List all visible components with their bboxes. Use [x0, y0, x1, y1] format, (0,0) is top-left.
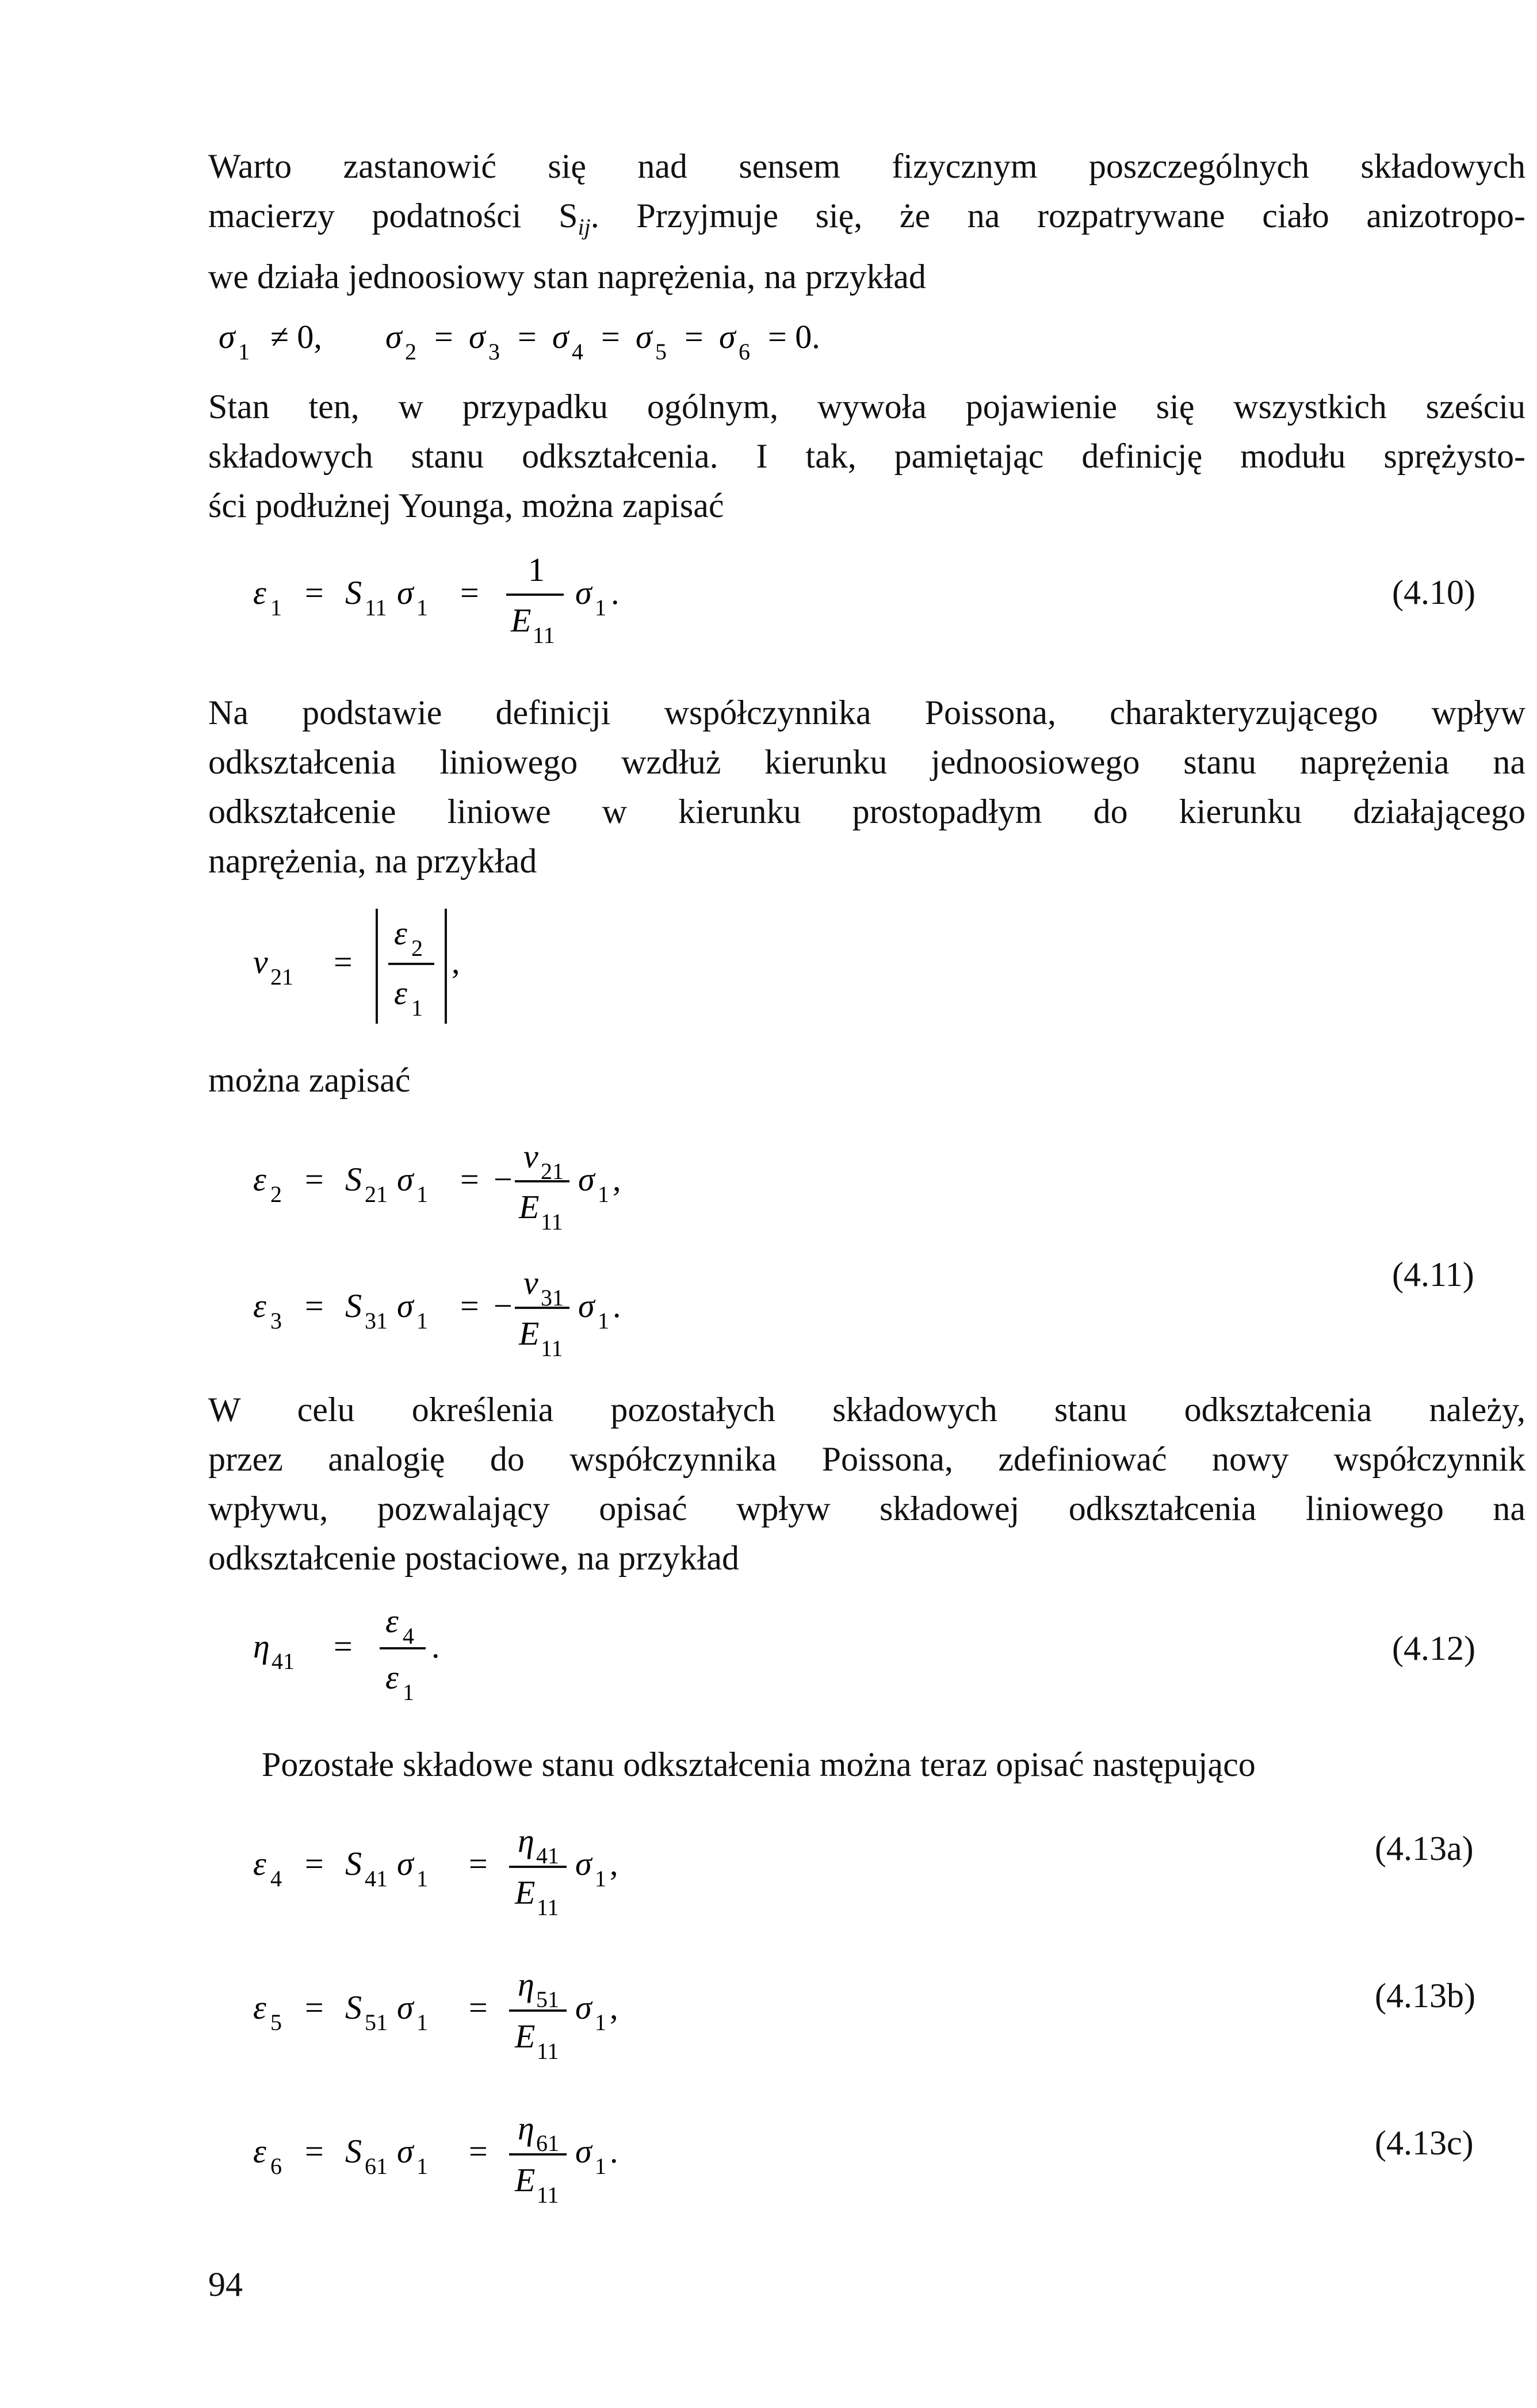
- epsilon-symbol: ε: [253, 1287, 266, 1324]
- epsilon-symbol: ε: [253, 1989, 266, 2026]
- equation-label: (4.13c): [1375, 2124, 1474, 2162]
- compliance-symbol: S: [345, 1989, 362, 2026]
- subscript: 1: [416, 1866, 428, 1892]
- equation-4-13a: [253, 1812, 771, 1927]
- subscript: 31: [365, 1308, 388, 1334]
- fraction-numerator: ε: [385, 1602, 399, 1640]
- not-equal-zero: ≠ 0,: [270, 318, 322, 355]
- equals-sign: =: [469, 2133, 488, 2170]
- fraction-denominator: ε: [394, 974, 407, 1012]
- fraction-numerator: η: [518, 2110, 534, 2147]
- sigma-symbol: σ: [219, 318, 235, 355]
- equation-label: (4.12): [1392, 1629, 1475, 1667]
- text-line: Warto zastanowić się nad sensem fizycznym poszczególnych składowych: [208, 147, 1525, 185]
- equals-sign: =: [469, 1989, 488, 2026]
- text-line: Na podstawie definicji współczynnika Poissona, charakteryzującego wpływ: [208, 694, 1525, 732]
- page-number: 94: [208, 2265, 243, 2303]
- subscript: 1: [416, 2009, 428, 2035]
- equation-4-13c: [253, 2099, 771, 2214]
- sigma-symbol: σ: [578, 1287, 595, 1324]
- sigma-symbol: σ: [397, 1161, 414, 1198]
- equals-sign: =: [601, 318, 620, 355]
- sigma-symbol: σ: [385, 318, 402, 355]
- subscript: 2: [411, 935, 423, 961]
- subscript: 1: [411, 995, 423, 1021]
- sigma-symbol: σ: [575, 574, 592, 611]
- equation-label: (4.10): [1392, 573, 1475, 611]
- sigma-symbol: σ: [397, 2133, 414, 2170]
- equation-label: (4.13b): [1375, 1977, 1475, 2015]
- equals-sign: =: [434, 318, 453, 355]
- equation-4-11: [253, 1121, 771, 1363]
- equals-sign: =: [460, 1287, 479, 1324]
- fraction-numerator: η: [518, 1966, 534, 2003]
- subscript: ij: [578, 214, 591, 240]
- punctuation: ,: [610, 1845, 618, 1882]
- subscript: 1: [403, 1679, 414, 1705]
- text-line: odkształcenia liniowego wzdłuż kierunku jednoosiowego stanu naprężenia na: [208, 743, 1525, 781]
- fraction-denominator: E: [515, 2161, 536, 2199]
- sigma-symbol: σ: [397, 1287, 414, 1324]
- subscript: 41: [365, 1866, 388, 1892]
- subscript: 51: [536, 1986, 559, 2012]
- fraction-numerator: η: [518, 1822, 534, 1859]
- subscript: 4: [270, 1866, 282, 1892]
- subscript: 1: [595, 1866, 606, 1892]
- paragraph-4: można zapisać: [208, 1061, 411, 1099]
- subscript: 41: [272, 1648, 295, 1674]
- epsilon-symbol: ε: [253, 1845, 266, 1882]
- text-line: odkształcenie liniowe w kierunku prostopadłym do kierunku działającego: [208, 793, 1525, 830]
- minus-sign: −: [494, 1161, 513, 1198]
- equals-sign: =: [305, 1989, 324, 2026]
- subscript: 61: [536, 2130, 559, 2156]
- poisson-ratio-definition: [253, 897, 541, 1035]
- equals-sign: =: [305, 1161, 324, 1198]
- subscript: 11: [365, 595, 387, 621]
- subscript: 21: [270, 964, 293, 990]
- punctuation: .: [610, 2133, 618, 2170]
- equals-sign: =: [305, 2133, 324, 2170]
- equation-4-10: [253, 546, 771, 661]
- text-line: naprężenia, na przykład: [208, 842, 537, 880]
- subscript: 6: [270, 2153, 282, 2179]
- text-line: odkształcenie postaciowe, na przykład: [208, 1539, 739, 1577]
- subscript: 1: [598, 1308, 609, 1334]
- subscript: 11: [533, 622, 555, 648]
- subscript: 2: [270, 1181, 282, 1207]
- subscript: 3: [270, 1308, 282, 1334]
- subscript: 11: [537, 2182, 559, 2208]
- punctuation: .: [611, 574, 620, 611]
- sigma-symbol: σ: [578, 1161, 595, 1198]
- equals-sign: =: [685, 318, 703, 355]
- sigma-symbol: σ: [397, 1845, 414, 1882]
- minus-sign: −: [494, 1287, 513, 1324]
- punctuation: ,: [613, 1161, 621, 1198]
- subscript: 6: [739, 339, 750, 365]
- text-fragment: macierzy podatności S: [208, 197, 578, 235]
- fraction-numerator: ν: [523, 1138, 538, 1175]
- paragraph-5: [208, 1385, 1525, 1583]
- compliance-symbol: S: [345, 1287, 362, 1324]
- subscript: 11: [541, 1335, 563, 1361]
- subscript: 1: [270, 595, 282, 621]
- equals-sign: =: [460, 574, 479, 611]
- fraction-numerator: ν: [523, 1264, 538, 1301]
- fraction-denominator: E: [519, 1315, 540, 1352]
- subscript: 1: [595, 2009, 606, 2035]
- punctuation: ,: [610, 1989, 618, 2026]
- subscript: 1: [595, 2153, 606, 2179]
- paragraph-2: [208, 382, 1525, 530]
- subscript: 5: [655, 339, 667, 365]
- subscript: 11: [541, 1209, 563, 1235]
- subscript: 1: [595, 595, 606, 621]
- equation-4-12: [253, 1593, 541, 1720]
- eta-symbol: η: [253, 1628, 270, 1665]
- subscript: 31: [541, 1285, 564, 1311]
- sigma-symbol: σ: [719, 318, 736, 355]
- equation-row: [253, 1138, 621, 1235]
- subscript: 4: [572, 339, 583, 365]
- equation-row: [253, 1264, 621, 1361]
- subscript: 21: [541, 1158, 564, 1184]
- compliance-symbol: S: [345, 2133, 362, 2170]
- equation-label: (4.11): [1392, 1255, 1474, 1293]
- fraction-denominator: E: [511, 602, 532, 639]
- equals-sign: =: [305, 1845, 324, 1882]
- sigma-symbol: σ: [636, 318, 652, 355]
- epsilon-symbol: ε: [253, 1161, 266, 1198]
- equals-sign: =: [305, 574, 324, 611]
- fraction-denominator: ε: [385, 1659, 399, 1696]
- paragraph-6: Pozostałe składowe stanu odkształcenia można teraz opisać następująco: [262, 1745, 1256, 1783]
- sigma-symbol: σ: [397, 1989, 414, 2026]
- punctuation: .: [613, 1287, 621, 1324]
- text-fragment: . Przyjmuje się, że na rozpatrywane ciało anizotropo-: [590, 197, 1525, 235]
- equals-sign: =: [305, 1287, 324, 1324]
- text-line: ści podłużnej Younga, można zapisać: [208, 487, 724, 525]
- text-line: W celu określenia pozostałych składowych stanu odkształcenia należy,: [208, 1391, 1525, 1429]
- compliance-symbol: S: [345, 574, 362, 611]
- text-line: we działa jednoosiowy stan naprężenia, na przykład: [208, 258, 926, 296]
- compliance-symbol: S: [345, 1845, 362, 1882]
- equals-sign: =: [460, 1161, 479, 1198]
- paragraph-1: [208, 141, 1525, 301]
- subscript: 1: [238, 339, 250, 365]
- fraction-numerator: ε: [394, 914, 407, 952]
- fraction-denominator: E: [515, 2017, 536, 2055]
- fraction-numerator: 1: [528, 551, 545, 588]
- subscript: 1: [416, 2153, 428, 2179]
- equation-label: (4.13a): [1375, 1829, 1474, 1867]
- subscript: 41: [536, 1843, 559, 1869]
- sigma-symbol: σ: [469, 318, 485, 355]
- subscript: 5: [270, 2009, 282, 2035]
- equals-sign: =: [334, 943, 353, 981]
- subscript: 61: [365, 2153, 388, 2179]
- text-line: składowych stanu odkształcenia. I tak, pamiętając definicję modułu sprężysto-: [208, 437, 1525, 475]
- text-line: [208, 191, 1525, 252]
- equals-sign: =: [518, 318, 537, 355]
- sigma-symbol: σ: [575, 1845, 592, 1882]
- sigma-symbol: σ: [575, 2133, 592, 2170]
- paragraph-3: [208, 688, 1525, 886]
- sigma-symbol: σ: [552, 318, 569, 355]
- punctuation: .: [431, 1628, 440, 1665]
- subscript: 1: [416, 1181, 428, 1207]
- sigma-symbol: σ: [575, 1989, 592, 2026]
- nu-symbol: ν: [253, 943, 268, 981]
- fraction-denominator: E: [519, 1188, 540, 1226]
- fraction-denominator: E: [515, 1874, 536, 1911]
- subscript: 1: [416, 595, 428, 621]
- equals-sign: =: [334, 1628, 353, 1665]
- text-line: Stan ten, w przypadku ogólnym, wywoła pojawienie się wszystkich sześciu: [208, 388, 1525, 426]
- subscript: 1: [598, 1181, 609, 1207]
- text-line: przez analogię do współczynnika Poissona, zdefiniować nowy współczynnik: [208, 1440, 1525, 1478]
- equation-4-13b: [253, 1955, 771, 2070]
- subscript: 1: [416, 1308, 428, 1334]
- subscript: 11: [537, 1894, 559, 1920]
- equals-sign: =: [469, 1845, 488, 1882]
- subscript: 21: [365, 1181, 388, 1207]
- subscript: 51: [365, 2009, 388, 2035]
- epsilon-symbol: ε: [253, 2133, 266, 2170]
- equals-zero: = 0.: [768, 318, 820, 355]
- subscript: 11: [537, 2038, 559, 2064]
- subscript: 2: [405, 339, 416, 365]
- compliance-symbol: S: [345, 1161, 362, 1198]
- subscript: 4: [403, 1623, 414, 1649]
- epsilon-symbol: ε: [253, 574, 266, 611]
- text-line: wpływu, pozwalający opisać wpływ składowej odkształcenia liniowego na: [208, 1490, 1525, 1528]
- subscript: 3: [488, 339, 500, 365]
- stress-state-equation: [219, 305, 1024, 374]
- sigma-symbol: σ: [397, 574, 414, 611]
- punctuation: ,: [452, 943, 460, 981]
